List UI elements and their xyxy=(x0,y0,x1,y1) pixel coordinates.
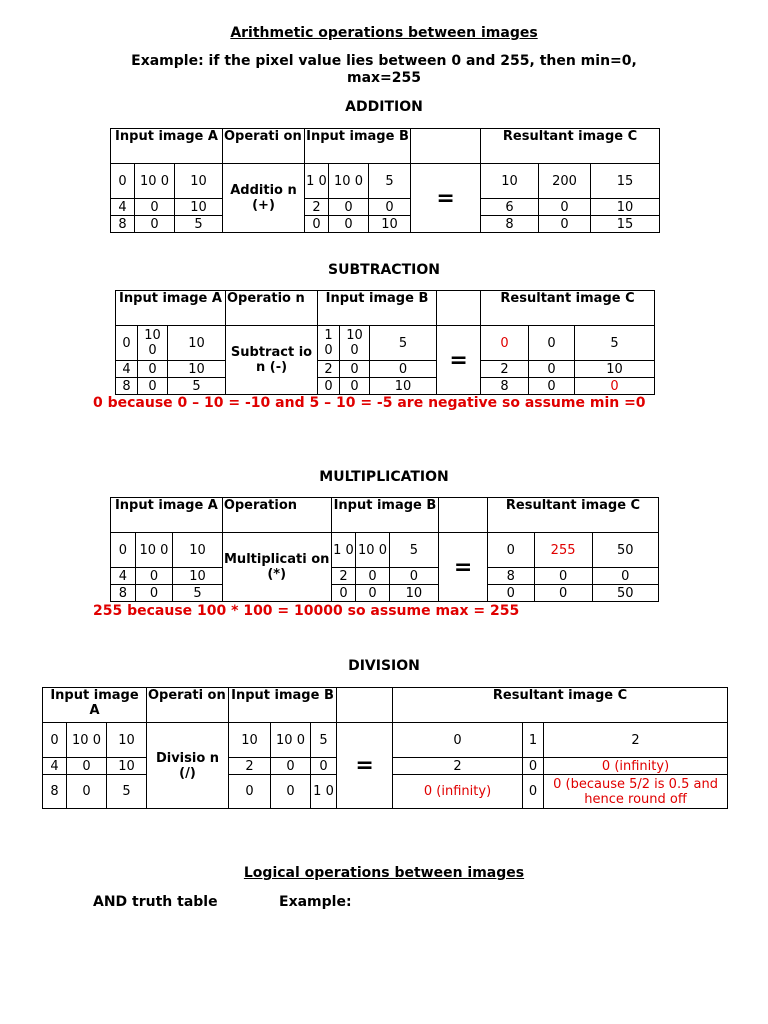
cell: 10 0 xyxy=(356,533,389,568)
cell: 8 xyxy=(111,585,136,602)
cell: 0 xyxy=(340,378,370,395)
cell: 0 xyxy=(487,585,534,602)
cell: 0 xyxy=(305,216,329,233)
header-spacer xyxy=(439,498,488,533)
cell: 1 xyxy=(523,723,544,758)
cell: 10 xyxy=(591,199,660,216)
header-input-a: Input image A xyxy=(116,291,226,326)
cell: 10 xyxy=(175,199,223,216)
cell: 10 xyxy=(173,568,223,585)
cell: 8 xyxy=(481,216,539,233)
cell: 10 0 xyxy=(340,326,370,361)
header-operation: Operati on xyxy=(147,688,229,723)
header-input-b: Input image B xyxy=(305,129,411,164)
cell: 0 xyxy=(138,378,168,395)
cell: 2 xyxy=(305,199,329,216)
cell: 0 xyxy=(331,585,356,602)
cell: 5 xyxy=(370,326,437,361)
cell: 10 0 xyxy=(67,723,107,758)
header-input-b: Input image B xyxy=(331,498,439,533)
cell: 1 0 xyxy=(311,775,337,809)
division-table xyxy=(42,687,728,809)
multiplication-table xyxy=(110,497,659,602)
cell: 2 xyxy=(393,758,523,775)
cell-infinity: 0 (infinity) xyxy=(544,758,728,775)
cell: 5 xyxy=(575,326,655,361)
header-operation: Operation xyxy=(222,498,331,533)
equals-sign: = xyxy=(437,326,481,395)
cell: 0 xyxy=(135,568,172,585)
cell: 4 xyxy=(116,361,138,378)
cell: 10 0 xyxy=(135,164,175,199)
multiplication-note: 255 because 100 * 100 = 10000 so assume max = 255 xyxy=(93,603,520,619)
header-resultant-c: Resultant image C xyxy=(487,498,658,533)
header-resultant-c: Resultant image C xyxy=(481,291,655,326)
cell: 0 xyxy=(329,199,369,216)
header-spacer xyxy=(337,688,393,723)
equals-sign: = xyxy=(337,723,393,809)
cell: 0 xyxy=(340,361,370,378)
cell: 0 xyxy=(311,758,337,775)
operation-cell: Subtract ion (-) xyxy=(226,326,318,395)
cell-clamped: 0 xyxy=(575,378,655,395)
cell: 10 xyxy=(168,361,226,378)
cell: 0 xyxy=(271,775,311,809)
cell: 0 xyxy=(135,199,175,216)
cell: 0 xyxy=(529,378,575,395)
cell: 2 xyxy=(544,723,728,758)
cell: 0 xyxy=(67,758,107,775)
cell: 0 xyxy=(393,723,523,758)
cell: 8 xyxy=(111,216,135,233)
cell: 0 xyxy=(539,199,591,216)
cell: 5 xyxy=(168,378,226,395)
operation-cell: Additio n (+) xyxy=(223,164,305,233)
header-input-b: Input image B xyxy=(229,688,337,723)
cell: 0 xyxy=(271,758,311,775)
cell: 10 0 xyxy=(329,164,369,199)
cell: 4 xyxy=(111,568,136,585)
cell: 0 xyxy=(529,361,575,378)
cell: 10 0 xyxy=(135,533,172,568)
cell: 0 xyxy=(389,568,439,585)
operation-cell: Multiplicati on (*) xyxy=(222,533,331,602)
cell: 0 xyxy=(116,326,138,361)
addition-heading: ADDITION xyxy=(345,99,423,115)
cell: 0 xyxy=(135,216,175,233)
cell: 0 xyxy=(229,775,271,809)
cell: 0 xyxy=(138,361,168,378)
header-spacer xyxy=(411,129,481,164)
cell-clamped: 0 xyxy=(481,326,529,361)
equals-sign: = xyxy=(411,164,481,233)
cell: 0 xyxy=(43,723,67,758)
cell: 4 xyxy=(43,758,67,775)
multiplication-heading: MULTIPLICATION xyxy=(319,469,449,485)
cell: 1 0 xyxy=(318,326,340,361)
cell: 10 0 xyxy=(271,723,311,758)
cell: 2 xyxy=(318,361,340,378)
cell: 0 xyxy=(592,568,658,585)
cell: 10 xyxy=(168,326,226,361)
cell: 5 xyxy=(107,775,147,809)
cell: 0 xyxy=(523,758,544,775)
cell: 0 xyxy=(534,568,592,585)
logical-title: Logical operations between images xyxy=(243,865,525,881)
cell: 0 xyxy=(534,585,592,602)
cell-clamped: 255 xyxy=(534,533,592,568)
cell: 10 xyxy=(389,585,439,602)
example-label: Example: xyxy=(279,894,352,910)
header-operation: Operati on xyxy=(223,129,305,164)
cell: 0 xyxy=(356,568,389,585)
cell: 0 xyxy=(370,361,437,378)
cell-infinity: 0 (infinity) xyxy=(393,775,523,809)
cell: 4 xyxy=(111,199,135,216)
cell: 200 xyxy=(539,164,591,199)
cell: 2 xyxy=(481,361,529,378)
cell: 2 xyxy=(229,758,271,775)
cell: 15 xyxy=(591,216,660,233)
cell: 0 xyxy=(135,585,172,602)
header-input-a: Input image A xyxy=(43,688,147,723)
cell: 0 xyxy=(329,216,369,233)
header-input-a: Input image A xyxy=(111,498,223,533)
header-resultant-c: Resultant image C xyxy=(481,129,660,164)
cell: 10 xyxy=(370,378,437,395)
division-heading: DIVISION xyxy=(348,658,420,674)
cell: 1 0 xyxy=(305,164,329,199)
cell: 10 xyxy=(107,758,147,775)
page-title: Arithmetic operations between images xyxy=(230,25,538,41)
cell: 0 xyxy=(369,199,411,216)
cell: 10 xyxy=(229,723,271,758)
header-input-a: Input image A xyxy=(111,129,223,164)
cell: 0 xyxy=(529,326,575,361)
cell: 2 xyxy=(331,568,356,585)
cell: 10 xyxy=(173,533,223,568)
cell: 6 xyxy=(481,199,539,216)
cell: 0 xyxy=(111,533,136,568)
cell: 0 xyxy=(539,216,591,233)
example-text: Example: if the pixel value lies between 0 and 255, then min=0, max=255 xyxy=(131,53,637,86)
cell: 15 xyxy=(591,164,660,199)
cell: 50 xyxy=(592,533,658,568)
header-spacer xyxy=(437,291,481,326)
cell: 10 xyxy=(107,723,147,758)
cell: 8 xyxy=(481,378,529,395)
and-truth-table-label: AND truth table xyxy=(93,894,218,910)
cell: 5 xyxy=(173,585,223,602)
cell: 5 xyxy=(369,164,411,199)
cell: 0 xyxy=(111,164,135,199)
subtraction-table xyxy=(115,290,655,395)
cell: 10 xyxy=(481,164,539,199)
operation-cell: Divisio n (/) xyxy=(147,723,229,809)
subtraction-note: 0 because 0 – 10 = -10 and 5 – 10 = -5 are negative so assume min =0 xyxy=(93,395,646,411)
cell: 8 xyxy=(116,378,138,395)
cell: 0 xyxy=(523,775,544,809)
cell: 10 xyxy=(575,361,655,378)
cell: 50 xyxy=(592,585,658,602)
cell: 10 xyxy=(369,216,411,233)
cell: 0 xyxy=(67,775,107,809)
header-input-b: Input image B xyxy=(318,291,437,326)
cell: 0 xyxy=(318,378,340,395)
cell: 10 0 xyxy=(138,326,168,361)
addition-table xyxy=(110,128,660,233)
header-resultant-c: Resultant image C xyxy=(393,688,728,723)
subtraction-heading: SUBTRACTION xyxy=(328,262,440,278)
cell: 10 xyxy=(175,164,223,199)
cell: 5 xyxy=(311,723,337,758)
cell: 1 0 xyxy=(331,533,356,568)
header-operation: Operatio n xyxy=(226,291,318,326)
cell-round-off: 0 (because 5/2 is 0.5 and hence round off xyxy=(544,775,728,809)
cell: 5 xyxy=(389,533,439,568)
cell: 8 xyxy=(487,568,534,585)
cell: 8 xyxy=(43,775,67,809)
equals-sign: = xyxy=(439,533,488,602)
cell: 0 xyxy=(356,585,389,602)
cell: 0 xyxy=(487,533,534,568)
cell: 5 xyxy=(175,216,223,233)
